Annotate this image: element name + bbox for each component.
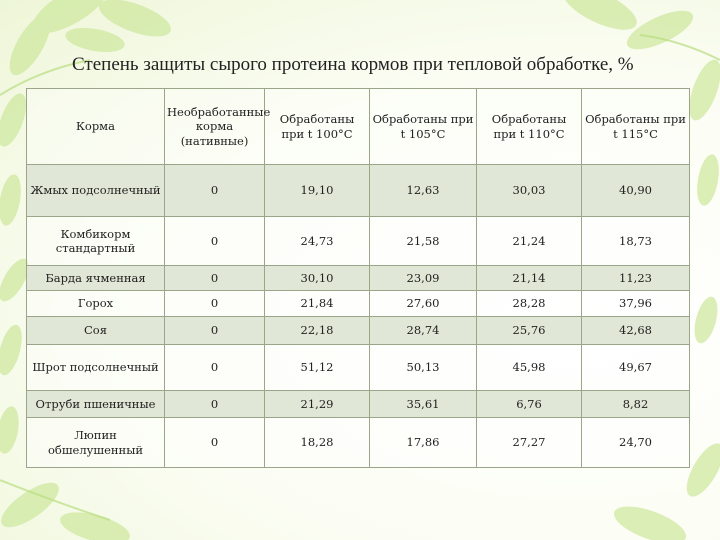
cell-value: 42,68 <box>582 317 690 345</box>
cell-value: 18,73 <box>582 217 690 266</box>
cell-value: 50,13 <box>370 345 477 391</box>
cell-value: 25,76 <box>477 317 582 345</box>
cell-value: 28,28 <box>477 291 582 317</box>
cell-value: 51,12 <box>265 345 370 391</box>
cell-value: 0 <box>165 418 265 468</box>
protein-protection-table <box>26 88 690 468</box>
row-label: Люпин обшелушенный <box>27 418 165 468</box>
slide-title: Степень защиты сырого протеина кормов при тепловой обработке, % <box>72 54 634 75</box>
row-label: Соя <box>27 317 165 345</box>
cell-value: 6,76 <box>477 391 582 418</box>
table-row <box>27 217 690 266</box>
cell-value: 30,10 <box>265 266 370 291</box>
cell-value: 27,27 <box>477 418 582 468</box>
header-t110: Обработаны при t 110°C <box>477 89 582 165</box>
cell-value: 0 <box>165 317 265 345</box>
table-row <box>27 165 690 217</box>
header-t115: Обработаны при t 115°C <box>582 89 690 165</box>
cell-value: 21,14 <box>477 266 582 291</box>
cell-value: 30,03 <box>477 165 582 217</box>
cell-value: 23,09 <box>370 266 477 291</box>
header-t105: Обработаны при t 105°C <box>370 89 477 165</box>
cell-value: 21,29 <box>265 391 370 418</box>
cell-value: 35,61 <box>370 391 477 418</box>
cell-value: 12,63 <box>370 165 477 217</box>
cell-value: 24,70 <box>582 418 690 468</box>
cell-value: 0 <box>165 266 265 291</box>
cell-value: 18,28 <box>265 418 370 468</box>
row-label: Жмых подсолнечный <box>27 165 165 217</box>
header-t100: Обработаны при t 100°C <box>265 89 370 165</box>
cell-value: 11,23 <box>582 266 690 291</box>
cell-value: 49,67 <box>582 345 690 391</box>
cell-value: 0 <box>165 391 265 418</box>
cell-value: 21,24 <box>477 217 582 266</box>
cell-value: 17,86 <box>370 418 477 468</box>
table-row <box>27 418 690 468</box>
cell-value: 45,98 <box>477 345 582 391</box>
cell-value: 8,82 <box>582 391 690 418</box>
cell-value: 24,73 <box>265 217 370 266</box>
cell-value: 37,96 <box>582 291 690 317</box>
table-row <box>27 391 690 418</box>
row-label: Комбикорм стандартный <box>27 217 165 266</box>
row-label: Отруби пшеничные <box>27 391 165 418</box>
row-label: Шрот подсолнечный <box>27 345 165 391</box>
table-row <box>27 345 690 391</box>
table-row <box>27 266 690 291</box>
cell-value: 0 <box>165 165 265 217</box>
cell-value: 19,10 <box>265 165 370 217</box>
table-row <box>27 291 690 317</box>
cell-value: 0 <box>165 345 265 391</box>
table-header-row <box>27 89 690 165</box>
row-label: Горох <box>27 291 165 317</box>
cell-value: 27,60 <box>370 291 477 317</box>
cell-value: 21,58 <box>370 217 477 266</box>
cell-value: 0 <box>165 217 265 266</box>
table-row <box>27 317 690 345</box>
cell-value: 40,90 <box>582 165 690 217</box>
row-label: Барда ячменная <box>27 266 165 291</box>
cell-value: 28,74 <box>370 317 477 345</box>
header-native: Необработанные корма (нативные) <box>165 89 265 165</box>
cell-value: 22,18 <box>265 317 370 345</box>
cell-value: 21,84 <box>265 291 370 317</box>
cell-value: 0 <box>165 291 265 317</box>
header-feeds: Корма <box>27 89 165 165</box>
